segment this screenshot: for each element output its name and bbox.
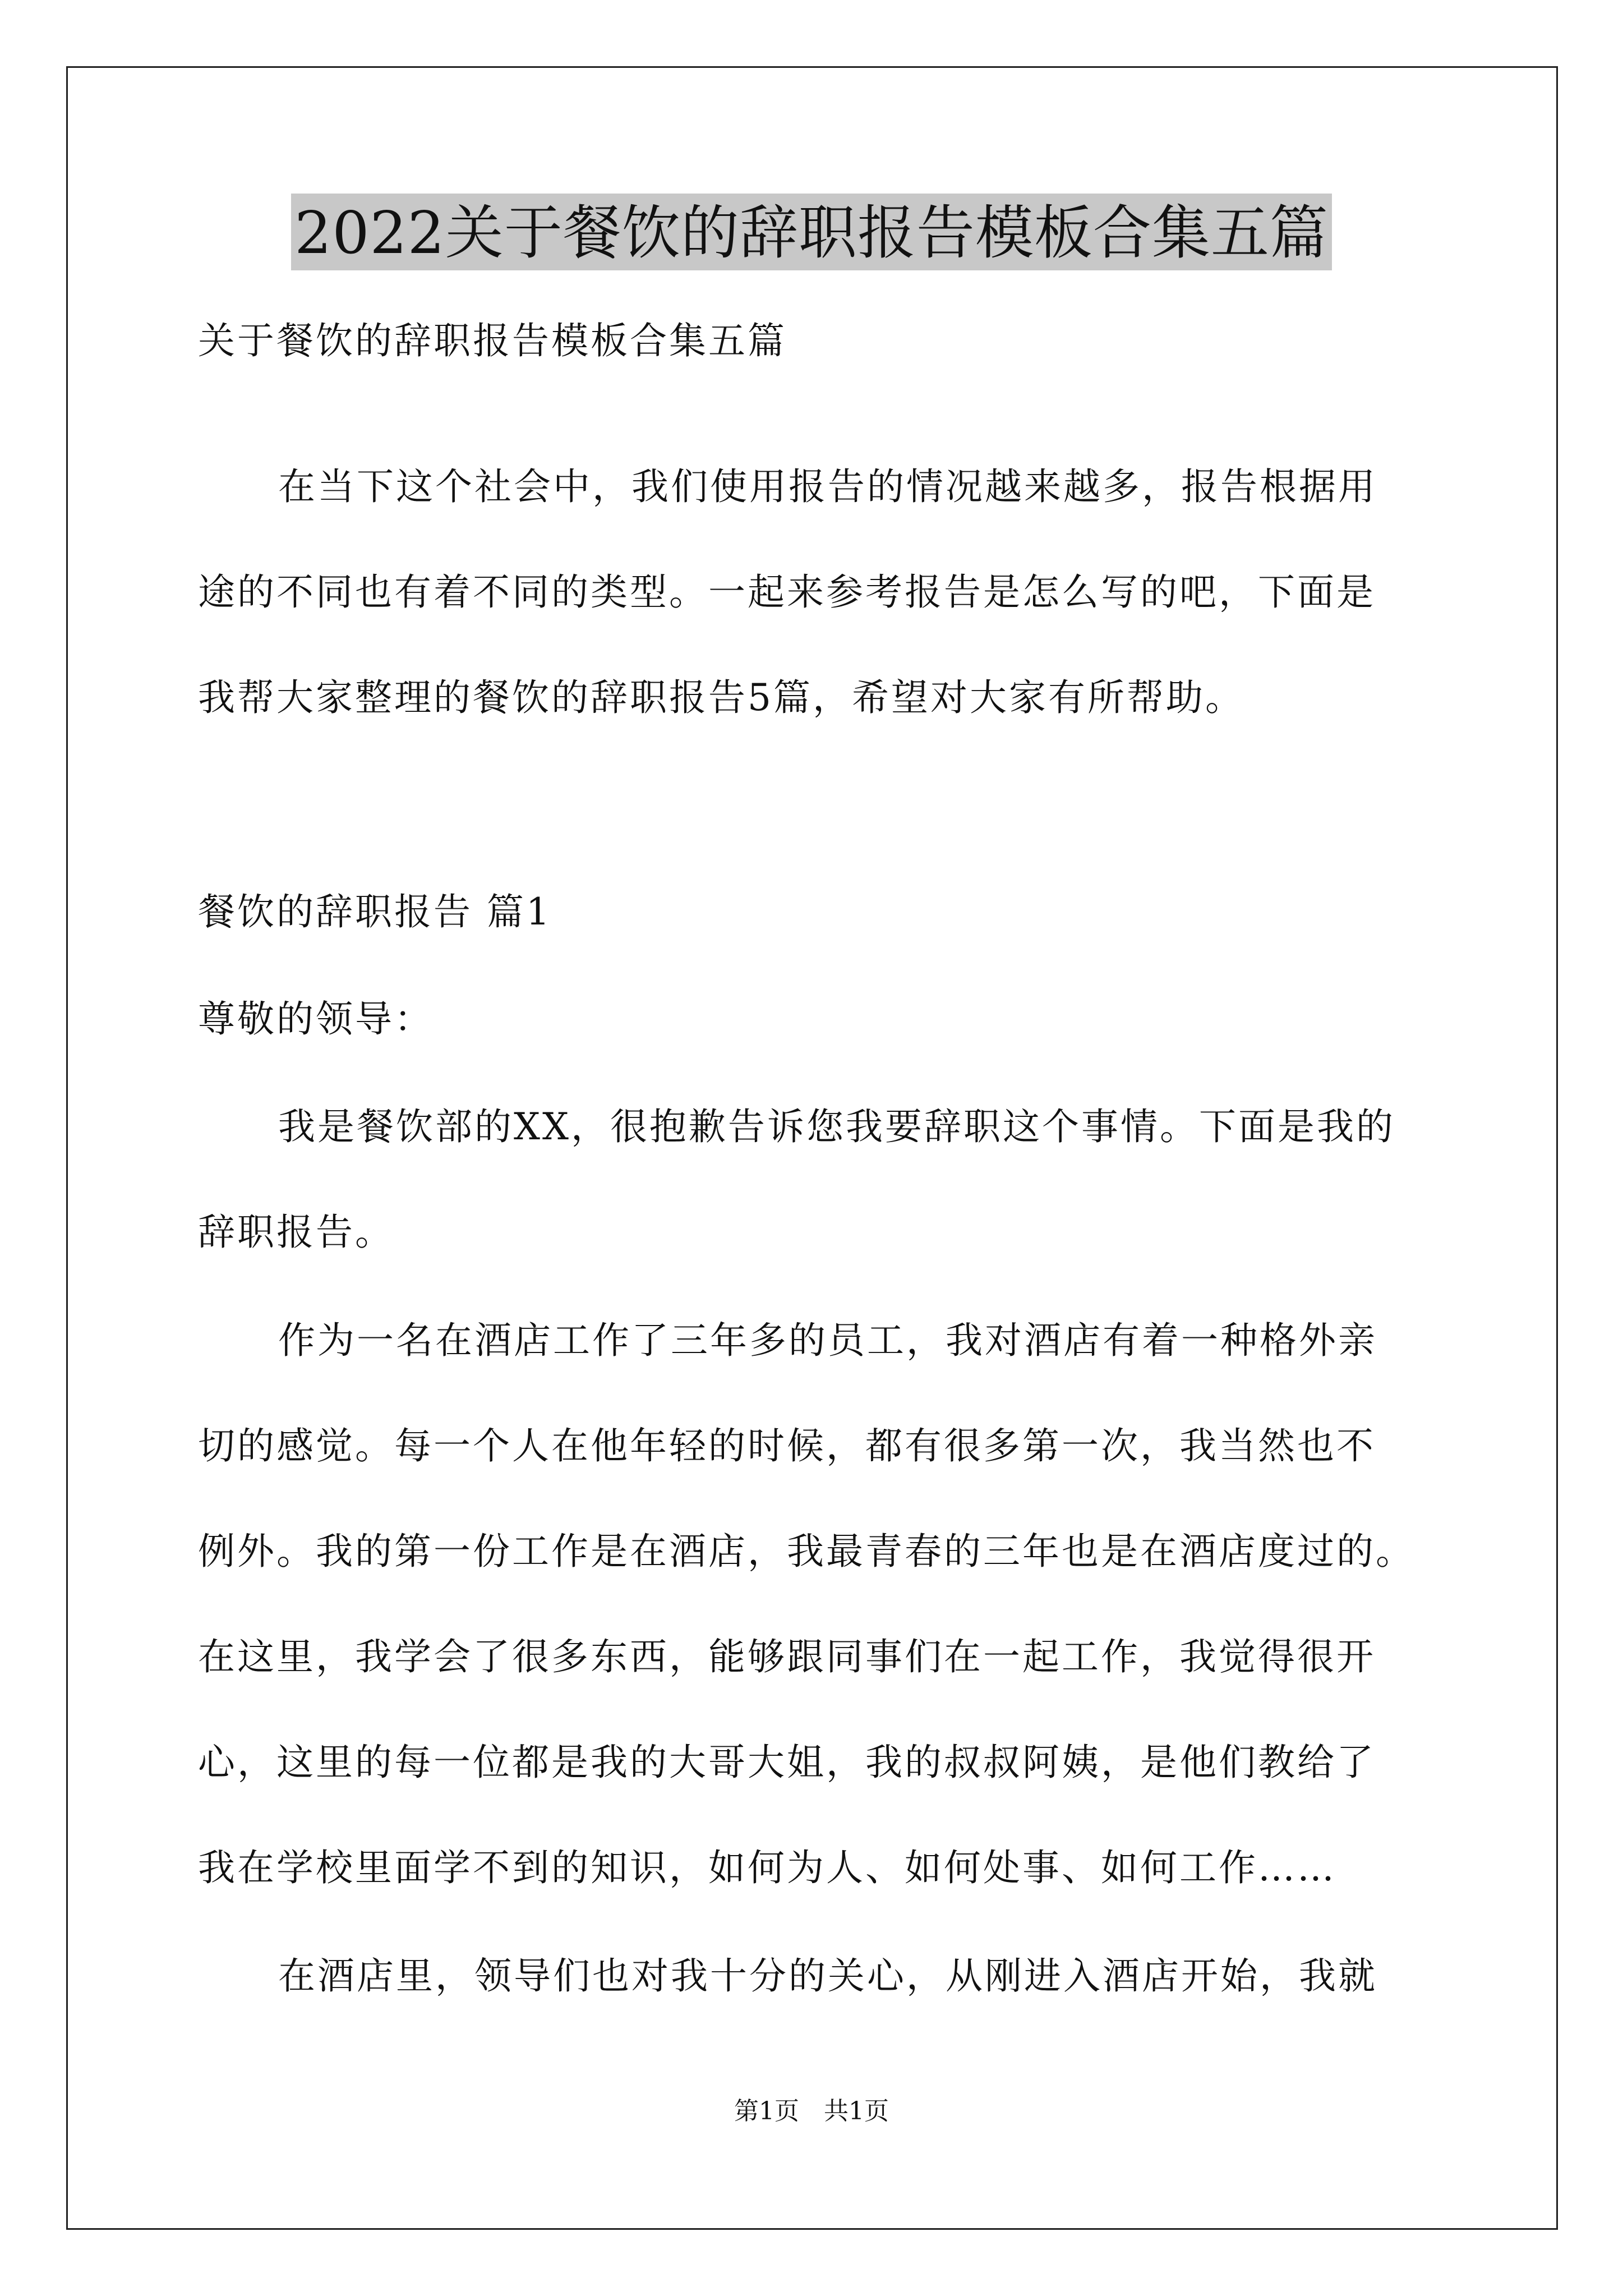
document-title: 2022关于餐饮的辞职报告模板合集五篇	[291, 194, 1332, 270]
intro-line-1: 在当下这个社会中，我们使用报告的情况越来越多，报告根据用	[278, 465, 1377, 508]
subtitle-line: 关于餐饮的辞职报告模板合集五篇	[198, 319, 787, 362]
title-block	[0, 194, 1623, 270]
body-line-3: 作为一名在酒店工作了三年多的员工，我对酒店有着一种格外亲	[278, 1319, 1377, 1362]
body-line-1: 我是餐饮部的XX，很抱歉告诉您我要辞职这个事情。下面是我的	[278, 1105, 1395, 1148]
body-line-4: 切的感觉。每一个人在他年轻的时候，都有很多第一次，我当然也不	[198, 1424, 1376, 1467]
body-line-8: 我在学校里面学不到的知识，如何为人、如何处事、如何工作……	[198, 1846, 1336, 1889]
body-line-5: 例外。我的第一份工作是在酒店，我最青春的三年也是在酒店度过的。	[198, 1530, 1415, 1573]
intro-line-2: 途的不同也有着不同的类型。一起来参考报告是怎么写的吧，下面是	[198, 570, 1376, 614]
body-line-9: 在酒店里，领导们也对我十分的关心，从刚进入酒店开始，我就	[278, 1954, 1377, 1998]
section-heading: 餐饮的辞职报告 篇1	[198, 890, 552, 933]
body-line-2: 辞职报告。	[198, 1211, 394, 1254]
body-line-6: 在这里，我学会了很多东西，能够跟同事们在一起工作，我觉得很开	[198, 1635, 1376, 1678]
intro-line-3: 我帮大家整理的餐饮的辞职报告5篇，希望对大家有所帮助。	[198, 676, 1244, 719]
salutation: 尊敬的领导：	[198, 997, 434, 1041]
page-footer: 第1页 共1页	[734, 2097, 889, 2125]
body-line-7: 心，这里的每一位都是我的大哥大姐，我的叔叔阿姨，是他们教给了	[198, 1741, 1376, 1784]
